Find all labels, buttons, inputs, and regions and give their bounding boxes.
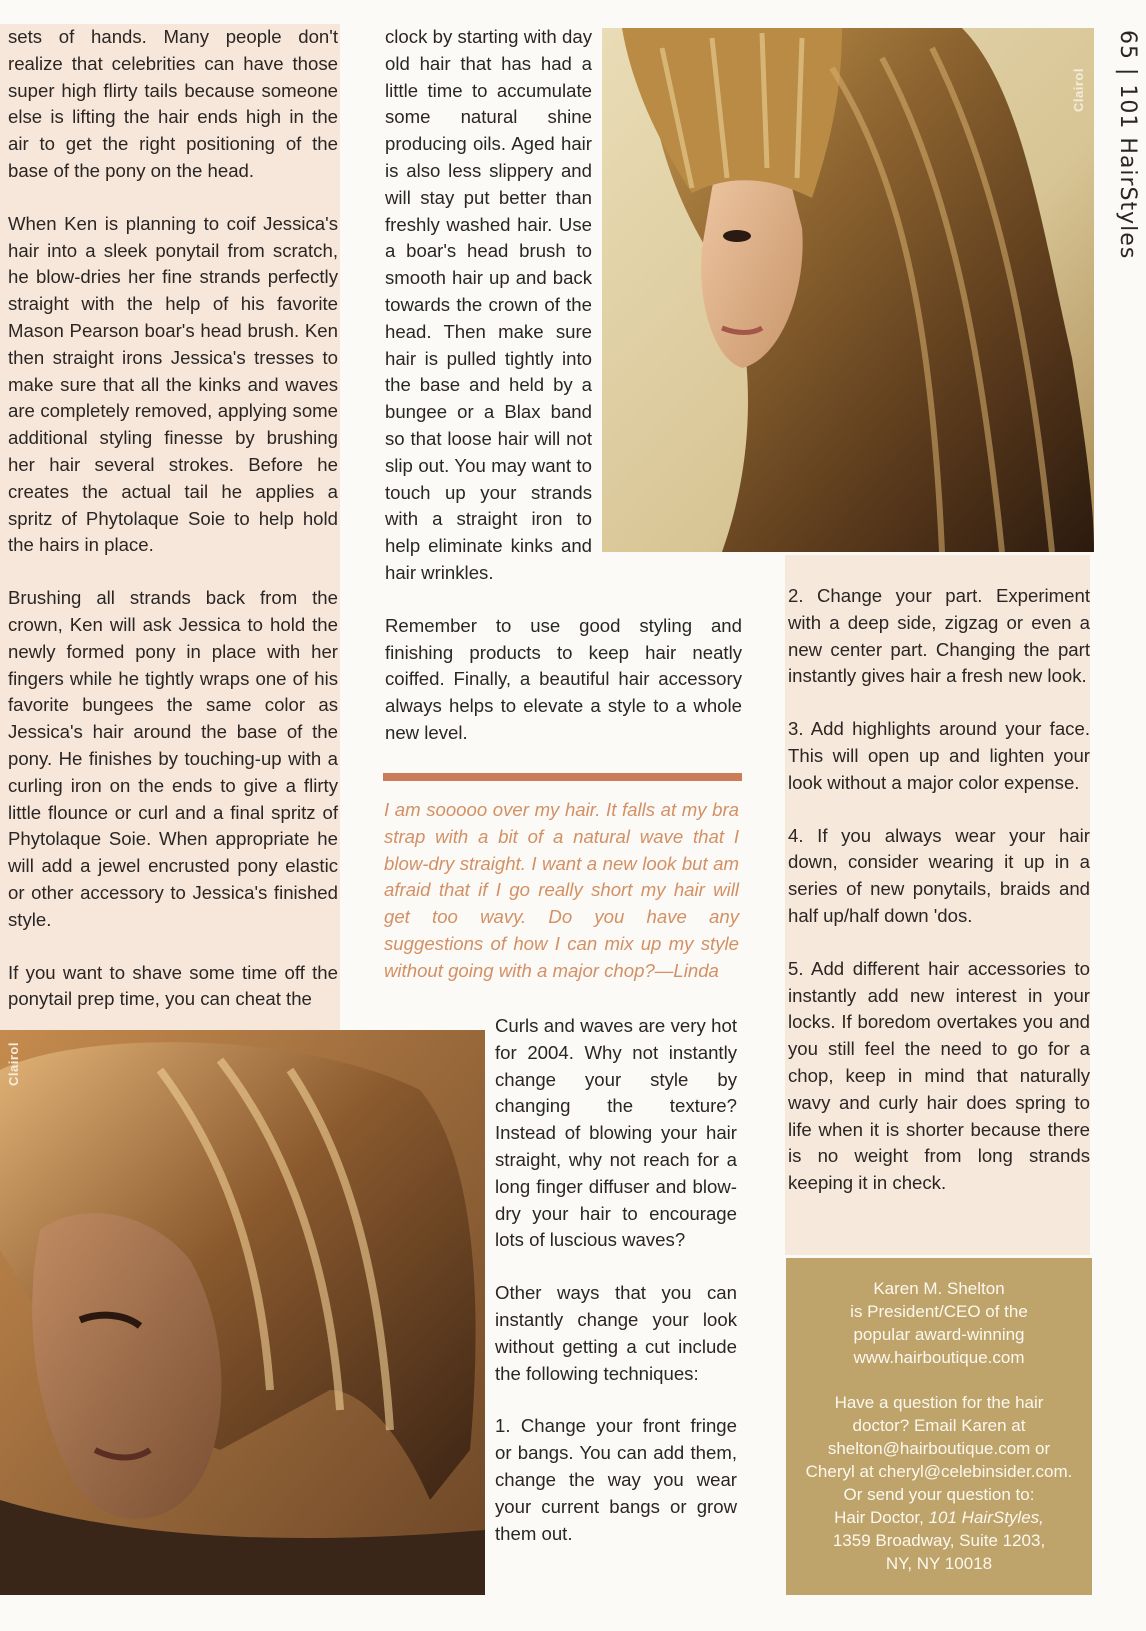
address-prefix: Hair Doctor, [834, 1508, 929, 1527]
page-folio: 65 | 101 HairStyles [1115, 30, 1140, 260]
bio-line: popular award-winning [853, 1325, 1025, 1344]
paragraph: When Ken is planning to coif Jessica's hair into a sleek ponytail from scratch, he blow-dries her fine strands perfectly straight with the help of his favorite Mason Pearson boar's head brush. Ken then straight irons Jessica's tresses to make sure that all the kinks and waves are completely removed, applying some additional styling finesse by brushing her hair several strokes. Before he creates the actual tail he applies a spritz of Phytolaque Soie to help hold the hairs in place. [8, 212, 338, 556]
reader-question: I am sooooo over my hair. It falls at my bra strap with a bit of a natural wave that I blow-dry straight. I want a new look but am afraid that if I go really short my hair will get too wavy. Do you have any suggestions of how I can mix up my style without going with a major chop?—Linda [384, 799, 739, 981]
contact-line: Or send your question to: [843, 1485, 1035, 1504]
paragraph: Brushing all strands back from the crown, Ken will ask Jessica to hold the newly formed pony in place with her fingers while he tightly wraps one of his favorite bungees the same color as Jessica's hair around the base of the pony. He finishes by touching-up with a curling iron on the ends to give a flirty little flounce or curl and a final spritz of Phytolaque Soie. When appropriate he will add a jewel encrusted pony elastic or other accessory to Jessica's finished style. [8, 587, 338, 930]
left-column [8, 24, 338, 1039]
paragraph: If you want to shave some time off the ponytail prep time, you can cheat the [8, 961, 338, 1010]
bio-line: Karen M. Shelton [873, 1279, 1005, 1298]
paragraph: Remember to use good styling and finishing products to keep hair neatly coiffed. Finally, a beautiful hair accessory always helps to elevate a style to a whole new level. [385, 614, 742, 743]
paragraph: 1. Change your front fringe or bangs. You can add them, change the way you wear your current bangs or grow them out. [495, 1415, 737, 1544]
address-line: NY, NY 10018 [885, 1554, 993, 1573]
photo-highlighted-bob [0, 1030, 485, 1595]
website-link[interactable]: www.hairboutique.com [853, 1348, 1025, 1367]
paragraph: Curls and waves are very hot for 2004. Why not instantly change your style by changing the texture? Instead of blowing your hair straight, why not reach for a long finger diffuser and blow-dry your hair to encourage lots of luscious waves? [495, 1015, 737, 1251]
contact-info [786, 1391, 1092, 1575]
email-link[interactable]: shelton@hairboutique.com or [827, 1439, 1051, 1458]
list-item: 5. Add different hair accessories to instantly add new interest in your locks. If boredom overtakes you and you still feel the need to go for a chop, keep in mind that naturally wavy and curly hair does spring to life when it is shorter because there is no weight from long strands keeping it in check. [788, 957, 1090, 1194]
paragraph: sets of hands. Many people don't realize that celebrities can have those super high flirty tails because someone else is lifting the hair ends high in the air to get the right positioning of the base of the pony on the head. [8, 26, 338, 181]
list-item: 3. Add highlights around your face. This will open up and lighten your look without a major color expense. [788, 718, 1090, 793]
publication-name: 101 HairStyles, [928, 1508, 1044, 1527]
contact-line: Have a question for the hair [834, 1393, 1044, 1412]
address-line: 1359 Broadway, Suite 1203, [832, 1531, 1046, 1550]
photo-credit-watermark: Clairol [6, 1042, 21, 1086]
bio-line: is President/CEO of the [850, 1302, 1028, 1321]
section-divider [383, 773, 742, 781]
paragraph: Other ways that you can instantly change your look without getting a cut include the following techniques: [495, 1282, 737, 1384]
list-item: 2. Change your part. Experiment with a deep side, zigzag or even a new center part. Changing the part instantly gives hair a fresh new look. [788, 585, 1090, 687]
photo-long-straight-hair [602, 28, 1094, 552]
lower-middle-column [495, 1013, 737, 1573]
paragraph: clock by starting with day old hair that has had a little time to accumulate some natural shine producing oils. Aged hair is also less slippery and will stay put better than freshly washed hair. Use a boar's head brush to smooth hair up and back towards the crown of the head. Then make sure hair is pulled tightly into the base and held by a bungee or a Blax band so that loose hair will not slip out. You may want to touch up your strands with a straight iron to help eliminate kinks and hair wrinkles. [385, 26, 592, 583]
author-bio-box [786, 1258, 1092, 1595]
contact-line: doctor? Email Karen at [852, 1416, 1026, 1435]
photo-credit-watermark: Clairol [1071, 68, 1086, 112]
email-link[interactable]: Cheryl at cheryl@celebinsider.com. [805, 1462, 1073, 1481]
author-bio [786, 1277, 1092, 1369]
right-column [788, 583, 1090, 1223]
list-item: 4. If you always wear your hair down, consider wearing it up in a series of new ponytails, braids and half up/half down 'dos. [788, 824, 1090, 926]
